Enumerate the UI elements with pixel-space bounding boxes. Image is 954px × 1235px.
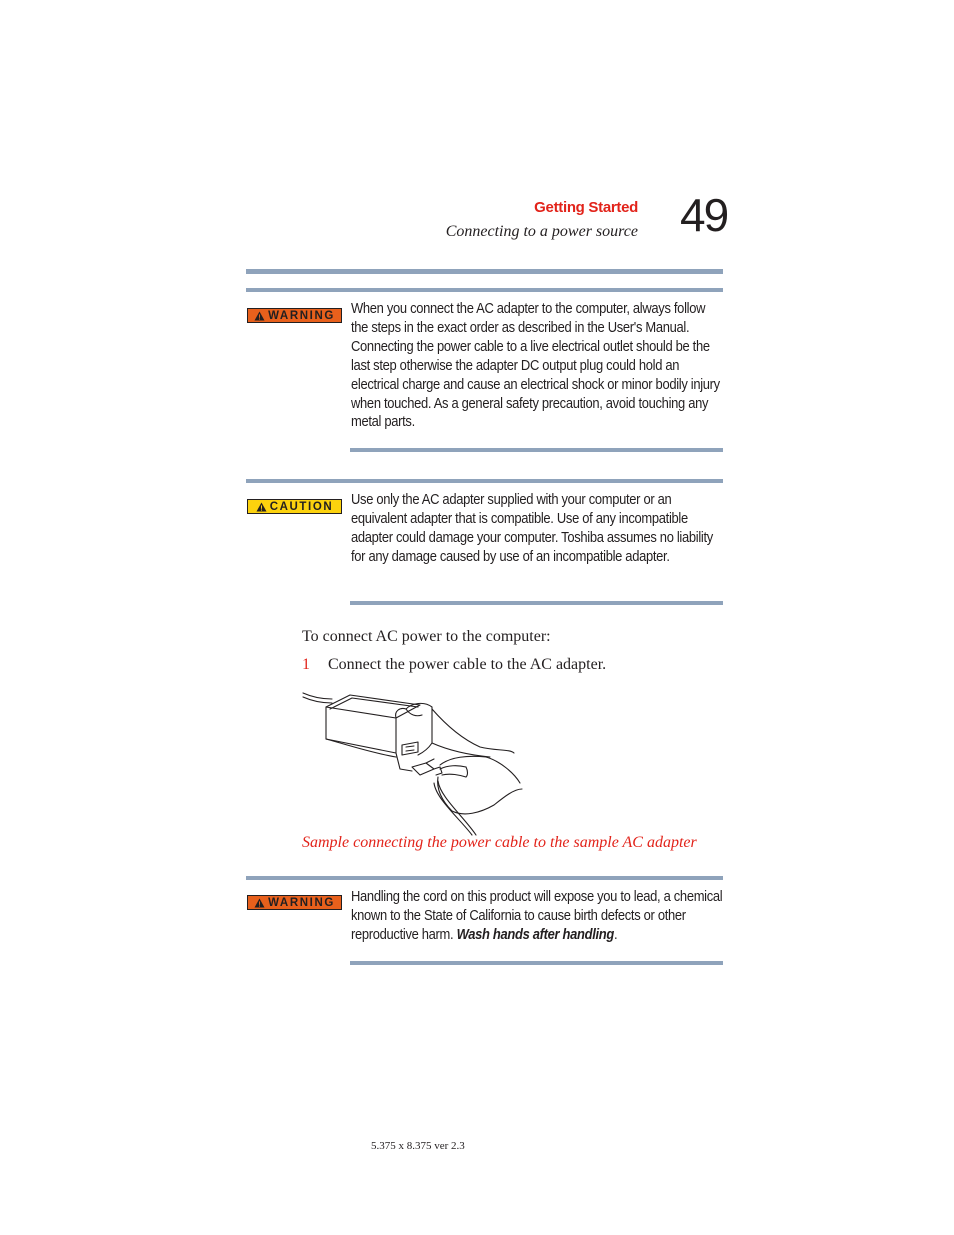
caution-triangle-icon: [256, 502, 267, 512]
lead-warning-body: Handling the cord on this product will expose you to lead, a chemical known to the State of California to cause birth defects or other reproductive harm.: [351, 889, 723, 943]
lead-warning-text: [351, 888, 725, 945]
page-number: 49: [680, 189, 728, 241]
note-bottom-rule: [350, 601, 723, 605]
lead-warning-emphasis: Wash hands after handling: [456, 926, 614, 943]
note-bottom-rule: [350, 448, 723, 452]
page-footer: 5.375 x 8.375 ver 2.3: [371, 1140, 465, 1152]
section-title: Connecting to a power source: [445, 223, 638, 240]
caution-badge: [247, 499, 342, 514]
caution-badge-label: CAUTION: [269, 500, 334, 513]
warning-badge: [247, 895, 342, 910]
warning-badge-label: WARNING: [268, 896, 335, 909]
note-top-rule: [246, 876, 723, 880]
warning-badge-label: WARNING: [268, 309, 335, 322]
step-item: [302, 656, 606, 674]
warning-triangle-icon: [254, 311, 265, 321]
figure-caption: Sample connecting the power cable to the sample AC adapter: [302, 834, 697, 851]
warning-note-text: When you connect the AC adapter to the computer, always follow the steps in the exact order as described in the User's Manual. Connecting the power cable to a live electrical outlet should be the last step otherwise the adapter DC output plug could hold an electrical charge and cause an electrical shock or minor bodily injury when touched. As a general safety precaution, avoid touching any metal parts.: [351, 301, 720, 431]
warning-badge: [247, 308, 342, 323]
lead-warning-end: .: [613, 926, 618, 943]
step-number: 1: [302, 656, 310, 673]
intro-text: To connect AC power to the computer:: [302, 628, 551, 645]
ac-adapter-illustration: [300, 685, 530, 837]
chapter-title: Getting Started: [534, 199, 638, 216]
step-text: Connect the power cable to the AC adapter.: [328, 656, 607, 673]
warning-triangle-icon: [254, 898, 265, 908]
note-top-rule: [246, 288, 723, 292]
note-bottom-rule: [350, 961, 723, 965]
header-divider: [246, 269, 723, 274]
note-top-rule: [246, 479, 723, 483]
caution-note-text: Use only the AC adapter supplied with your computer or an equivalent adapter that is compatible. Use of any incompatible adapter could damage your computer. Toshiba assumes no liability for any damage caused by use of an incompatible adapter.: [351, 492, 713, 565]
